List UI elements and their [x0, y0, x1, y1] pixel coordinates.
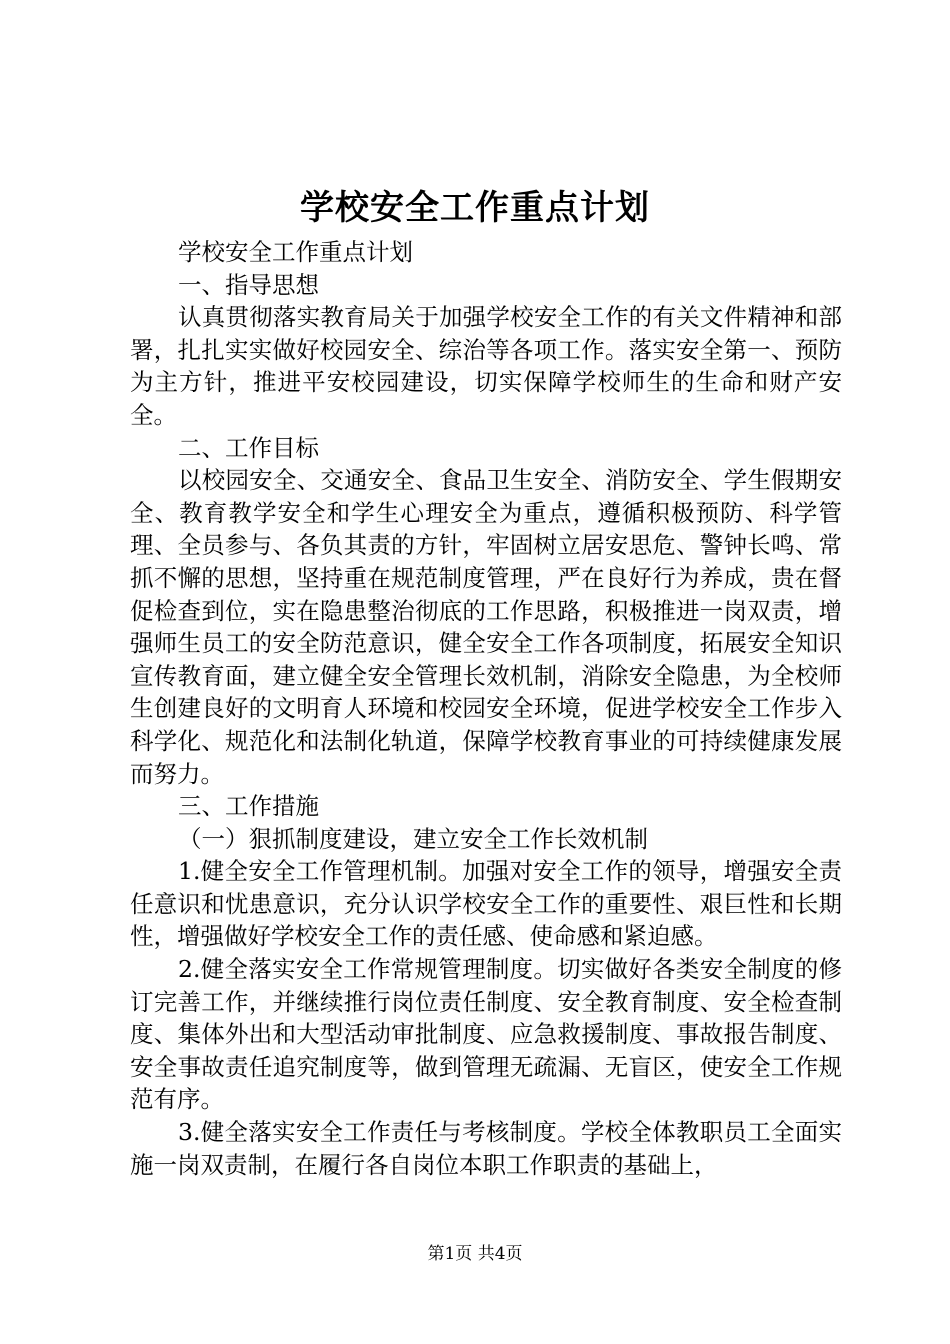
paragraph-item-2: 2.健全落实安全工作常规管理制度。切实做好各类安全制度的修订完善工作，并继续推行岗位责任制度、安全教育制度、安全检查制度、集体外出和大型活动审批制度、应急救援制度、事故报告制度、安全事故责任追究制度等，做到管理无疏漏、无盲区，使安全工作规范有序。 [130, 955, 842, 1114]
paragraph-guiding-ideology: 认真贯彻落实教育局关于加强学校安全工作的有关文件精神和部署，扎扎实实做好校园安全、综治等各项工作。落实安全第一、预防为主方针，推进平安校园建设，切实保障学校师生的生命和财产安全。 [130, 303, 842, 429]
paragraph-item-3: 3.健全落实安全工作责任与考核制度。学校全体教职员工全面实施一岗双责制，在履行各自岗位本职工作职责的基础上， [130, 1118, 842, 1179]
section-heading-3: 三、工作措施 [178, 792, 319, 821]
paragraph-work-goals: 以校园安全、交通安全、食品卫生安全、消防安全、学生假期安全、教育教学安全和学生心理安全为重点，遵循积极预防、科学管理、全员参与、各负其责的方针，牢固树立居安思危、警钟长鸣、常抓不懈的思想，坚持重在规范制度管理，严在良好行为养成，贵在督促检查到位，实在隐患整治彻底的工作思路，积极推进一岗双责，增强师生员工的安全防范意识，健全安全工作各项制度，拓展安全知识宣传教育面，建立健全安全管理长效机制，消除安全隐患，为全校师生创建良好的文明育人环境和校园安全环境，促进学校安全工作步入科学化、规范化和法制化轨道，保障学校教育事业的可持续健康发展而努力。 [130, 466, 842, 788]
section-heading-1: 一、指导思想 [178, 270, 319, 299]
paragraph-subtitle: 学校安全工作重点计划 [178, 238, 413, 266]
section-heading-2: 二、工作目标 [178, 433, 319, 462]
page-number: 第1页 共4页 [427, 1244, 523, 1264]
subsection-heading-1: （一）狠抓制度建设，建立安全工作长效机制 [178, 824, 648, 853]
document-title: 学校安全工作重点计划 [300, 188, 650, 228]
paragraph-item-1: 1.健全安全工作管理机制。加强对安全工作的领导，增强安全责任意识和忧患意识，充分认识学校安全工作的重要性、艰巨性和长期性，增强做好学校安全工作的责任感、使命感和紧迫感。 [130, 857, 842, 951]
document-body [130, 236, 842, 1181]
